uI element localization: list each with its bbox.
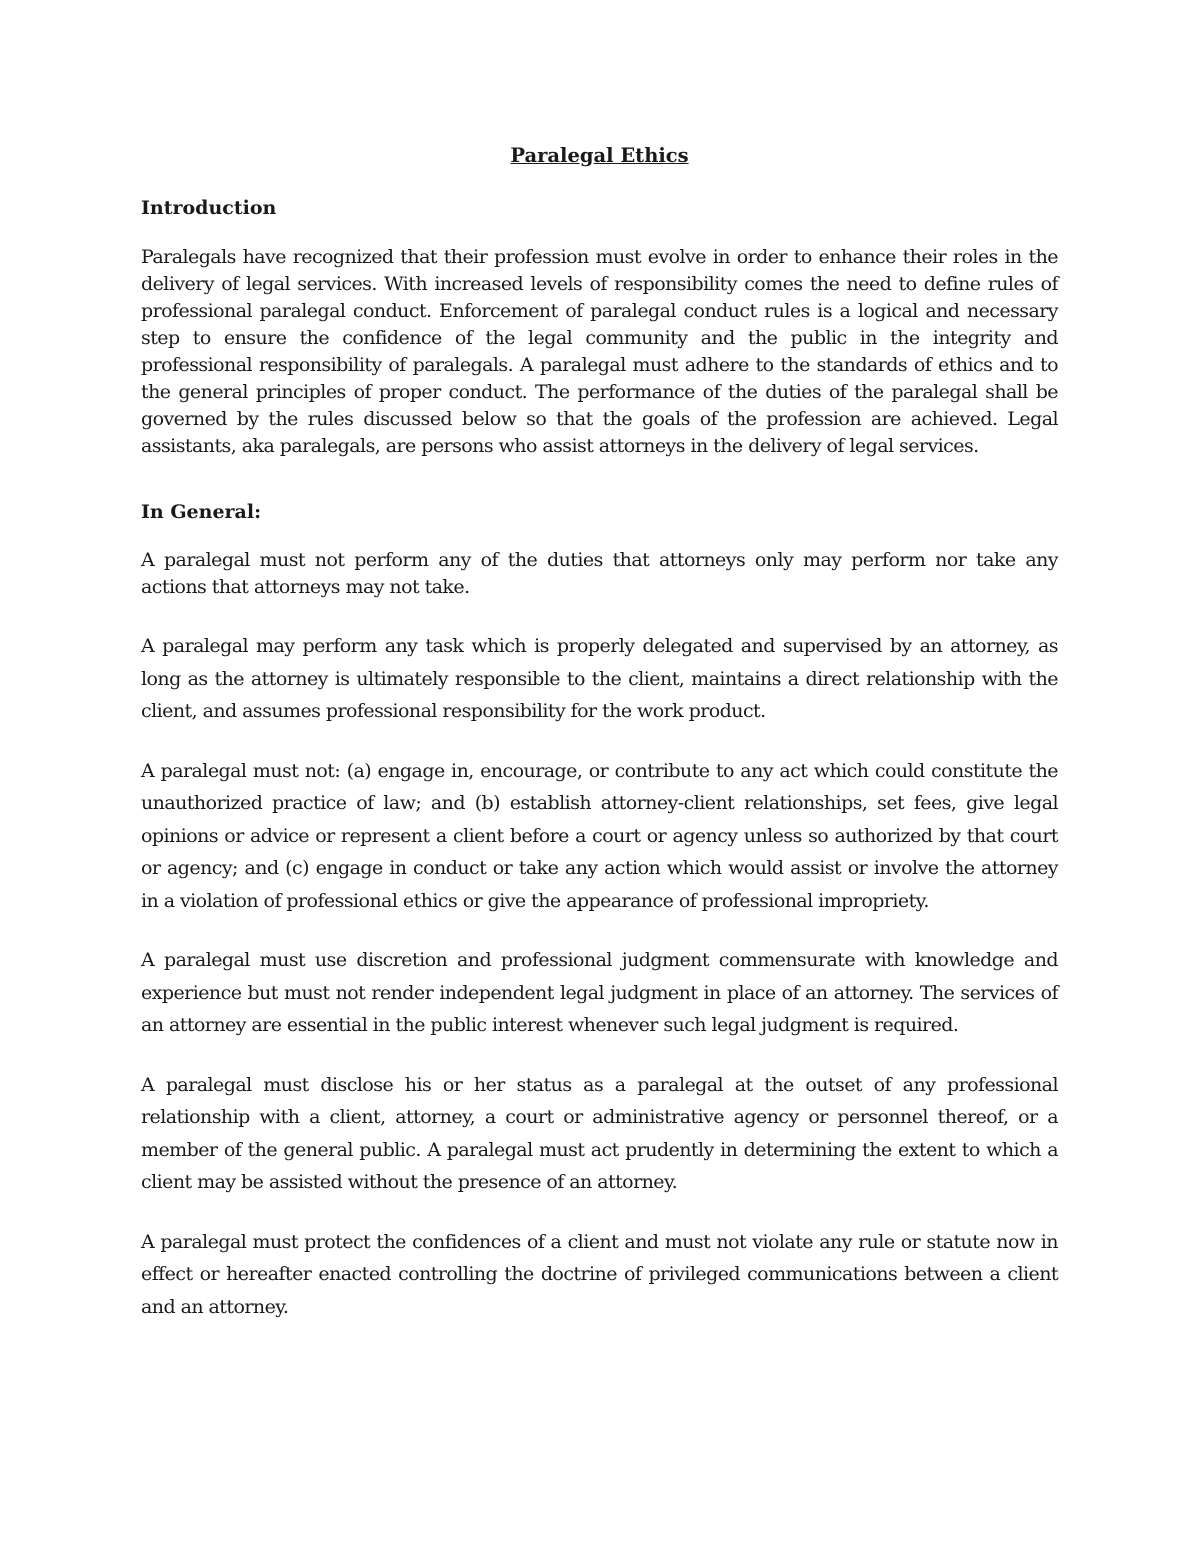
paragraph-delegation: A paralegal may perform any task which is properly delegated and supervised by an attorney, as long as the attorney is ultimately responsible to the client, maintains a direct relationship with the client, and assumes professional responsibility for the work product. <box>141 635 1058 723</box>
document-title: Paralegal Ethics <box>510 144 689 167</box>
paragraph-duties: A paralegal must not perform any of the duties that attorneys only may perform nor take any actions that attorneys may not take. <box>141 549 1058 599</box>
paragraph-prohibitions: A paralegal must not: (a) engage in, encourage, or contribute to any act which could constitute the unauthorized practice of law; and (b) establish attorney-client relationships, set fees, give legal opinions or advice or represent a client before a court or agency unless so authorized by that court or agency; and (c) engage in conduct or take any action which would assist or involve the attorney in a violation of professional ethics or give the appearance of professional impropriety. <box>141 759 1058 912</box>
paragraph-discretion: A paralegal must use discretion and professional judgment commensurate with knowledge and experience but must not render independent legal judgment in place of an attorney. The services of an attorney are essential in the public interest whenever such legal judgment is required. <box>141 949 1058 1037</box>
section-heading-introduction: Introduction <box>141 197 277 220</box>
document-page <box>141 142 1058 1350</box>
section-heading-in-general: In General: <box>141 500 262 523</box>
paragraph-disclosure: A paralegal must disclose his or her status as a paralegal at the outset of any professional relationship with a client, attorney, a court or administrative agency or personnel thereof, or a member of the general public. A paralegal must act prudently in determining the extent to which a client may be assisted without the presence of an attorney. <box>141 1073 1058 1194</box>
introduction-paragraph: Paralegals have recognized that their profession must evolve in order to enhance their roles in the delivery of legal services. With increased levels of responsibility comes the need to define rules of professional paralegal conduct. Enforcement of paralegal conduct rules is a logical and necessary step to ensure the confidence of the legal community and the public in the integrity and professional responsibility of paralegals. A paralegal must adhere to the standards of ethics and to the general principles of proper conduct. The performance of the duties of the paralegal shall be governed by the rules discussed below so that the goals of the profession are achieved. Legal assistants, aka paralegals, are persons who assist attorneys in the delivery of legal services. <box>141 245 1058 457</box>
paragraph-confidences: A paralegal must protect the confidences of a client and must not violate any rule or statute now in effect or hereafter enacted controlling the doctrine of privileged communications between a client and an attorney. <box>141 1230 1058 1318</box>
